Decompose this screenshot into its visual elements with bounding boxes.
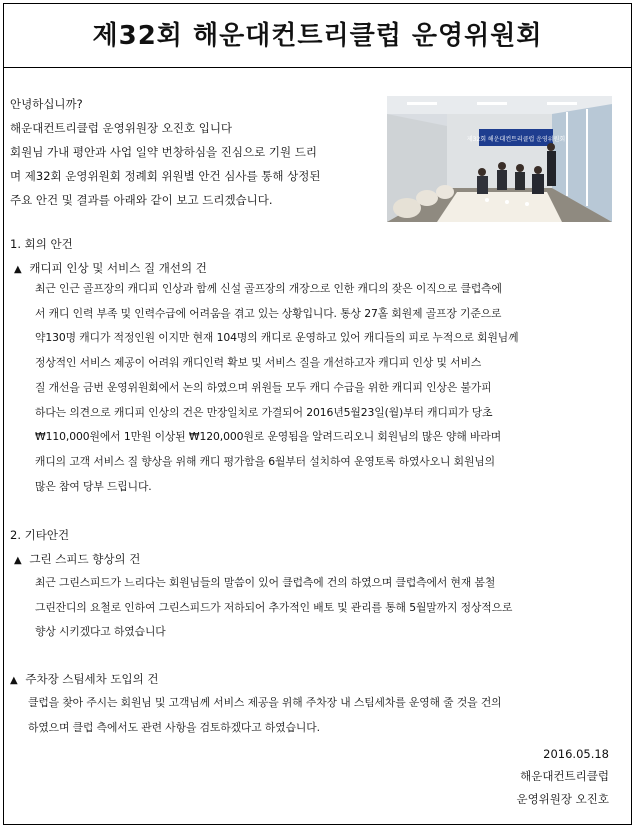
body-line: 많은 참여 당부 드립니다. bbox=[35, 479, 152, 493]
section-2-item-2-body bbox=[28, 691, 502, 740]
intro-line: 안녕하십니까? bbox=[10, 97, 83, 111]
body-line: 하였으며 클럽 측에서도 관련 사항을 검토하겠다고 하였습니다. bbox=[28, 720, 320, 734]
body-line: 향상 시키겠다고 하였습니다 bbox=[35, 625, 166, 639]
section-2-item-1-body bbox=[35, 571, 512, 645]
body-line: 하다는 의견으로 캐디피 인상의 건은 만장일치로 가결되어 2016년5월23일(월)부터 캐디피가 당초 bbox=[35, 405, 493, 419]
body-line: 그린잔디의 요철로 인하여 그린스피드가 저하되어 추가적인 배토 및 관리를 통해 5월말까지 정상적으로 bbox=[35, 600, 513, 614]
body-line: 서 캐디 인력 부족 및 인력수급에 어려움을 겪고 있는 상황입니다. 통상 27홀 회원제 골프장 기준으로 bbox=[35, 306, 502, 320]
body-line: 캐디의 고객 서비스 질 향상을 위해 캐디 평가함을 6월부터 설치하여 운영토록 하였사오니 회원님의 bbox=[35, 454, 495, 468]
intro-line: 회원님 가내 평안과 사업 일약 번창하심을 진심으로 기원 드리 bbox=[10, 145, 317, 159]
triangle-bullet-icon: ▲ bbox=[14, 264, 22, 275]
item-title: 주차장 스팀세차 도입의 건 bbox=[25, 672, 159, 686]
body-line: 최근 그린스피드가 느리다는 회원님들의 말씀이 있어 클럽측에 건의 하였으며 클럽측에서 현재 봄철 bbox=[35, 576, 496, 589]
body-line: 약130명 캐디가 적정인원 이지만 현재 104명의 캐디로 운영하고 있어 캐디들의 피로 누적으로 회원님께 bbox=[35, 331, 519, 345]
intro-line: 해운대컨트리클럽 운영위원장 오진호 입니다 bbox=[10, 121, 233, 135]
body-line: 클럽을 찾아 주시는 회원님 및 고객님께 서비스 제공을 위해 주차장 내 스팀세차를 운영해 줄 것을 건의 bbox=[28, 696, 502, 709]
section-1-heading: 1. 회의 안건 bbox=[10, 237, 73, 251]
photo-banner-text: 제32회 해운대컨트리클럽 운영위원회 bbox=[466, 136, 566, 143]
intro-line: 주요 안건 및 결과를 아래와 같이 보고 드리겠습니다. bbox=[10, 193, 273, 207]
signature-org: 해운대컨트리클럽 bbox=[520, 769, 609, 783]
section-1-item-1-body bbox=[35, 277, 518, 499]
triangle-bullet-icon: ▲ bbox=[10, 675, 18, 686]
triangle-bullet-icon: ▲ bbox=[14, 555, 22, 566]
signature-date: 2016.05.18 bbox=[543, 747, 609, 761]
section-2-heading: 2. 기타안건 bbox=[10, 528, 70, 542]
signature-name: 운영위원장 오진호 bbox=[516, 792, 609, 806]
document-title: 제32회 해운대컨트리클럽 운영위원회 bbox=[4, 4, 631, 68]
body-line: ₩110,000원에서 1만원 이상된 ₩120,000원로 운영됨을 알려드리오니 회원님의 많은 양해 바라며 bbox=[35, 430, 502, 444]
meeting-photo bbox=[387, 96, 612, 222]
item-title: 그린 스피드 향상의 건 bbox=[29, 552, 141, 566]
body-line: 정상적인 서비스 제공이 어려워 캐디인력 확보 및 서비스 질을 개선하고자 캐디피 인상 및 서비스 bbox=[35, 356, 482, 370]
section-2-item-1-title bbox=[14, 547, 140, 573]
intro-line: 며 제32회 운영위원회 정례회 위원별 안건 심사를 통해 상정된 bbox=[10, 169, 321, 183]
meeting-photo-illustration bbox=[387, 96, 612, 222]
body-line: 질 개선을 금번 운영위원회에서 논의 하였으며 위원들 모두 캐디 수급을 위한 캐디피 인상은 불가피 bbox=[35, 380, 492, 394]
body-line: 최근 인근 골프장의 캐디피 인상과 함께 신설 골프장의 개장으로 인한 캐디의 잦은 이직으로 클럽측에 bbox=[35, 282, 502, 295]
section-2-item-2-title bbox=[10, 667, 159, 693]
document-page bbox=[3, 3, 632, 825]
intro-paragraph bbox=[10, 92, 365, 212]
item-title: 캐디피 인상 및 서비스 질 개선의 건 bbox=[29, 261, 207, 275]
